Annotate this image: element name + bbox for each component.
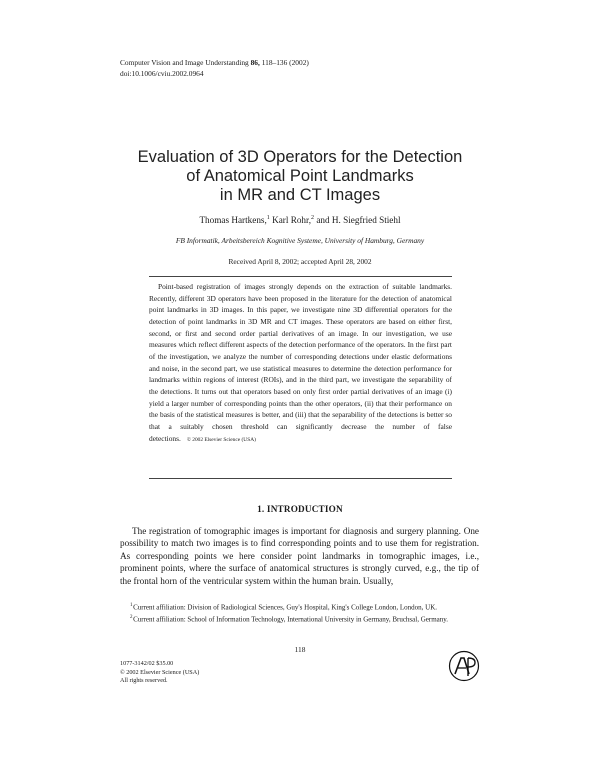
issn-copyright: © 2002 Elsevier Science (USA) [120, 668, 200, 676]
journal-volume: 86, [250, 58, 260, 67]
abstract-copyright: © 2002 Elsevier Science (USA) [186, 436, 256, 443]
title-line-3: in MR and CT Images [219, 186, 381, 204]
author-stiehl: and H. Siegfried Stiehl [316, 215, 401, 226]
issn-block [120, 660, 199, 686]
abstract-paragraph [149, 281, 452, 446]
footnote-2 [120, 613, 479, 625]
footnote-1 [120, 601, 479, 613]
footnote-mark-2: 2 [311, 215, 315, 221]
journal-pages-year: 118–136 (2002) [261, 58, 309, 67]
footnote-1-mark: 1 [130, 603, 133, 608]
journal-name: Computer Vision and Image Understanding [120, 58, 249, 67]
author-rohr: Karl Rohr, [272, 215, 312, 226]
title-line-2: of Anatomical Point Landmarks [186, 167, 414, 185]
issn-price: 1077-3142/02 $35.00 [120, 660, 174, 667]
paper-title [0, 148, 600, 205]
title-line-1: Evaluation of 3D Operators for the Detection [137, 148, 463, 166]
footnotes [120, 601, 479, 624]
intro-body [120, 525, 479, 587]
author-list [0, 215, 600, 225]
section-heading: 1. INTRODUCTION [257, 504, 343, 514]
academic-press-logo [448, 650, 480, 682]
abstract-top-rule [149, 276, 452, 277]
issn-rights: All rights reserved. [120, 677, 168, 685]
page-number: 118 [294, 645, 306, 654]
abstract-bottom-rule [149, 478, 452, 479]
intro-paragraph: The registration of tomographic images is important for diagnosis and surgery planning. One possibility to match two images is to find corresponding points and to use them for registration. As corresponding points we here consider point landmarks in tomographic images, i.e., prominent points, where the surface of anatomical structures is strongly curved, e.g., the tip of the frontal horn of the ventricular system within the human brain. Usually, [120, 526, 479, 586]
affiliation: FB Informatik, Arbeitsbereich Kognitive Systeme, University of Hamburg, Germany [175, 236, 425, 245]
received-dates: Received April 8, 2002; accepted April 28, 2002 [228, 257, 372, 266]
author-hartkens: Thomas Hartkens, [199, 215, 267, 226]
footnote-1-text: Current affiliation: Division of Radiological Sciences, Guy's Hospital, King's College London, London, UK. [133, 603, 438, 612]
footnote-2-mark: 2 [130, 614, 133, 620]
journal-citation [120, 57, 309, 68]
abstract-text: Point-based registration of images strongly depends on the extraction of suitable landmarks. Recently, different 3D operators have been proposed in the literature for the detection of anatomical point landmarks in 3D images. In this paper, we investigate nine 3D differential operators for the detection of point landmarks in 3D MR and CT images. These operators are based on either first, second, or first and second order partial derivatives of an image. In our investigation, we use measures which reflect different aspects of the detection performance of the operators. In the first part of the investigation, we analyze the number of corresponding detections under elastic deformations and noise, in the second part, we use statistical measures to determine the detection performance for landmarks within regions of interest (ROIs), and in the third part, we investigate the separability of the detections. It turns out that operators based on only first order partial derivatives of an image (i) yield a larger number of corresponding points than the other operators, (ii) that their performance on the basis of the statistical measures is better, and (iii) that the separability of the detections is better so that a suitably chosen threshold can significantly decrease the number of false detections. [149, 282, 452, 443]
abstract [149, 281, 452, 446]
doi: doi:10.1006/cviu.2002.0964 [120, 69, 204, 78]
footnote-2-text: Current affiliation: School of Information Technology, International University in Germany, Bruchsal, Germany. [133, 615, 449, 624]
footnote-mark-1: 1 [266, 215, 270, 221]
journal-header [120, 57, 309, 79]
